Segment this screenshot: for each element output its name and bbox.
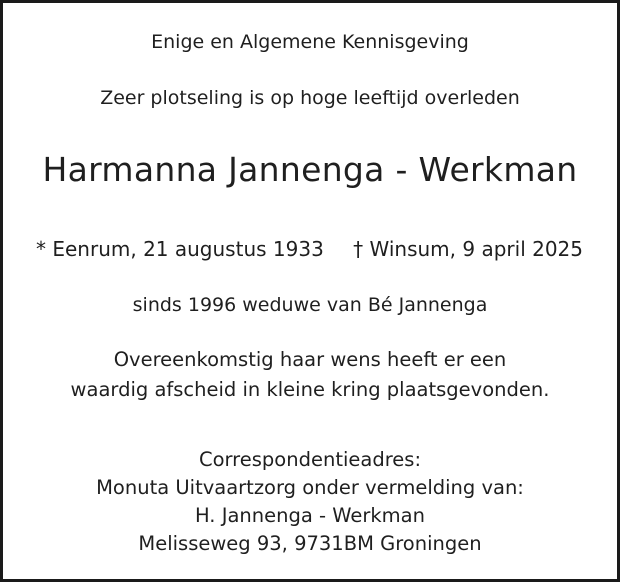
correspondence-line: Monuta Uitvaartzorg onder vermelding van: — [96, 476, 524, 499]
deceased-name: Harmanna Jannenga - Werkman — [42, 150, 578, 189]
death-date: † Winsum, 9 april 2025 — [353, 237, 583, 261]
correspondence-line: Melisseweg 93, 9731BM Groningen — [138, 532, 482, 555]
correspondence-line: H. Jannenga - Werkman — [194, 504, 425, 527]
correspondence-label: Correspondentieadres: — [198, 448, 422, 471]
notice-intro: Zeer plotseling is op hoge leeftijd overleden — [100, 87, 520, 109]
birth-date: * Eenrum, 21 augustus 1933 — [36, 237, 324, 261]
wish-line: waardig afscheid in kleine kring plaatsgevonden. — [70, 378, 550, 401]
widow-line: sinds 1996 weduwe van Bé Jannenga — [132, 294, 488, 316]
wish-line: Overeenkomstig haar wens heeft er een — [113, 348, 507, 371]
notice-heading: Enige en Algemene Kennisgeving — [151, 31, 469, 53]
